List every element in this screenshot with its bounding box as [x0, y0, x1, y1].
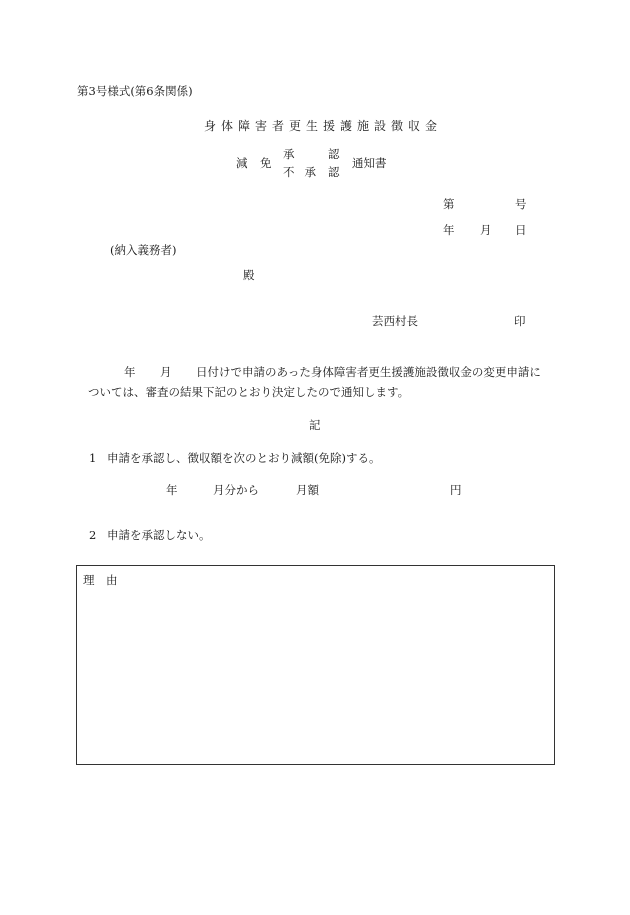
- date-month: 月: [480, 223, 492, 237]
- body-month: 月: [160, 365, 172, 379]
- subtitle-notice: 通知書: [352, 156, 387, 170]
- body-year: 年: [124, 365, 136, 379]
- subtitle-reduce: 減: [236, 156, 248, 170]
- subtitle-approve-2: 認: [328, 147, 340, 161]
- subtitle-not-approve: 不承: [283, 165, 326, 179]
- item-1-year: 年: [166, 483, 178, 497]
- issuer-seal: 印: [514, 314, 526, 328]
- payer-label: (納入義務者): [110, 243, 177, 257]
- honorific: 殿: [243, 268, 255, 282]
- item-1-from-month: 月分から: [213, 483, 259, 497]
- date-year: 年: [443, 223, 455, 237]
- item-1-yen: 円: [450, 483, 462, 497]
- item-1-number: 1: [89, 451, 97, 465]
- subtitle-exempt: 免: [260, 156, 272, 170]
- number-go: 号: [515, 197, 527, 211]
- item-1-monthly: 月額: [296, 483, 319, 497]
- item-2-number: 2: [89, 528, 97, 542]
- ki-heading: 記: [309, 418, 321, 432]
- number-dai: 第: [443, 197, 455, 211]
- document-title: 身体障害者更生援護施設徴収金: [204, 119, 443, 133]
- reason-box: [76, 565, 555, 765]
- item-2-text: 申請を承認しない。: [107, 528, 211, 542]
- item-1-text: 申請を承認し、徴収額を次のとおり減額(免除)する。: [107, 451, 381, 465]
- form-label: 第3号様式(第6条関係): [77, 84, 193, 98]
- issuer-title: 芸西村長: [372, 314, 418, 328]
- date-day: 日: [515, 223, 527, 237]
- body-line-1: 日付けで申請のあった身体障害者更生援護施設徴収金の変更申請に: [196, 365, 541, 379]
- subtitle-approve: 承: [283, 147, 295, 161]
- reason-label: 理 由: [83, 573, 118, 587]
- subtitle-not-approve-2: 認: [328, 165, 340, 179]
- body-line-2: ついては、審査の結果下記のとおり決定したので通知します。: [88, 385, 410, 399]
